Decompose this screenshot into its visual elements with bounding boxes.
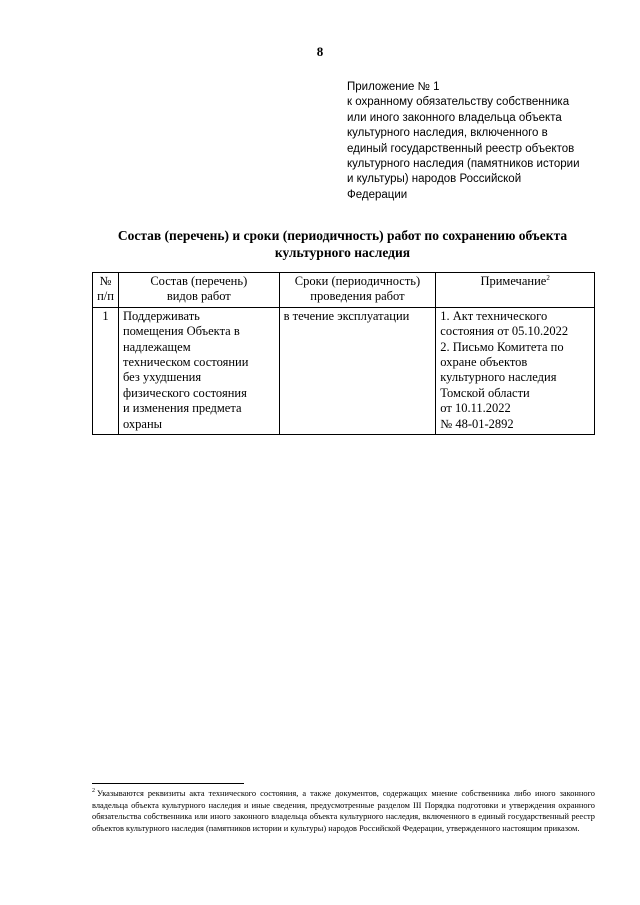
appendix-line: культурного наследия (памятников истории bbox=[347, 158, 580, 171]
note-line: культурного наследия bbox=[440, 370, 557, 385]
header-number-line: п/п bbox=[97, 289, 114, 304]
appendix-line: или иного законного владельца объекта bbox=[347, 111, 562, 124]
appendix-line: культурного наследия, включенного в bbox=[347, 127, 548, 140]
works-table bbox=[92, 272, 595, 435]
header-composition bbox=[118, 273, 279, 308]
footnote-mark: 2 bbox=[92, 788, 95, 795]
header-terms bbox=[279, 273, 436, 308]
note-line: Томской области bbox=[440, 385, 530, 400]
header-terms-line: проведения работ bbox=[310, 289, 405, 304]
composition-line: техническом состоянии bbox=[122, 355, 249, 370]
note-line: от 10.11.2022 bbox=[440, 401, 511, 416]
note-line: 1. Акт технического bbox=[440, 308, 548, 323]
composition-line: Поддерживать bbox=[122, 308, 200, 323]
composition-line: без ухудшения bbox=[122, 370, 202, 385]
terms-line: в течение эксплуатации bbox=[283, 308, 410, 323]
header-composition-line: видов работ bbox=[166, 289, 231, 304]
footnote bbox=[92, 788, 595, 834]
appendix-line: к охранному обязательству собственника bbox=[347, 96, 570, 109]
appendix-line: Приложение № 1 bbox=[347, 81, 440, 93]
footnote-text: Указываются реквизиты акта технического состояния, а также документов, содержащих мнение собственника либо иного законного владельца объекта культурного наследия и иные сведения, предусмотренные разделом III Порядка подготовки и утверждения охранного обязательства собственника или иного законного владельца объекта культурного наследия, включенного в единый государственный реестр объектов культурного наследия (памятников истории и культуры) народов Российской Федерации, утвержденного настоящим приказом. bbox=[92, 789, 595, 833]
composition-line: физического состояния bbox=[122, 385, 247, 400]
header-note-footnote-ref: 2 bbox=[546, 273, 550, 282]
note-line: 2. Письмо Комитета по bbox=[440, 339, 564, 354]
document-title-line: культурного наследия bbox=[274, 245, 411, 260]
note-line: № 48-01-2892 bbox=[440, 416, 514, 431]
header-note-label: Примечание bbox=[480, 274, 547, 288]
document-title bbox=[60, 227, 625, 261]
appendix-line: и культуры) народов Российской bbox=[347, 173, 522, 186]
header-note bbox=[436, 273, 595, 308]
composition-line: охраны bbox=[122, 416, 163, 431]
row-number: 1 bbox=[93, 307, 119, 434]
note-line: состояния от 05.10.2022 bbox=[440, 324, 569, 339]
footnote-separator bbox=[92, 783, 244, 784]
page-number: 8 bbox=[316, 44, 324, 59]
note-line: охране объектов bbox=[440, 355, 528, 370]
appendix-line: единый государственный реестр объектов bbox=[347, 142, 575, 155]
document-title-line: Состав (перечень) и сроки (периодичность) работ по сохранению объекта bbox=[117, 228, 568, 243]
header-number bbox=[93, 273, 119, 308]
row-note bbox=[436, 307, 595, 434]
composition-line: надлежащем bbox=[122, 339, 191, 354]
header-terms-line: Сроки (периодичность) bbox=[294, 274, 421, 288]
composition-line: и изменения предмета bbox=[122, 401, 242, 416]
appendix-line: Федерации bbox=[347, 188, 408, 201]
composition-line: помещения Объекта в bbox=[122, 324, 240, 339]
appendix-heading bbox=[347, 80, 607, 203]
header-number-line: № bbox=[99, 274, 112, 288]
table-header-row bbox=[93, 273, 595, 308]
row-composition bbox=[118, 307, 279, 434]
header-composition-line: Состав (перечень) bbox=[150, 274, 248, 288]
row-terms bbox=[279, 307, 436, 434]
table-row bbox=[93, 307, 595, 434]
